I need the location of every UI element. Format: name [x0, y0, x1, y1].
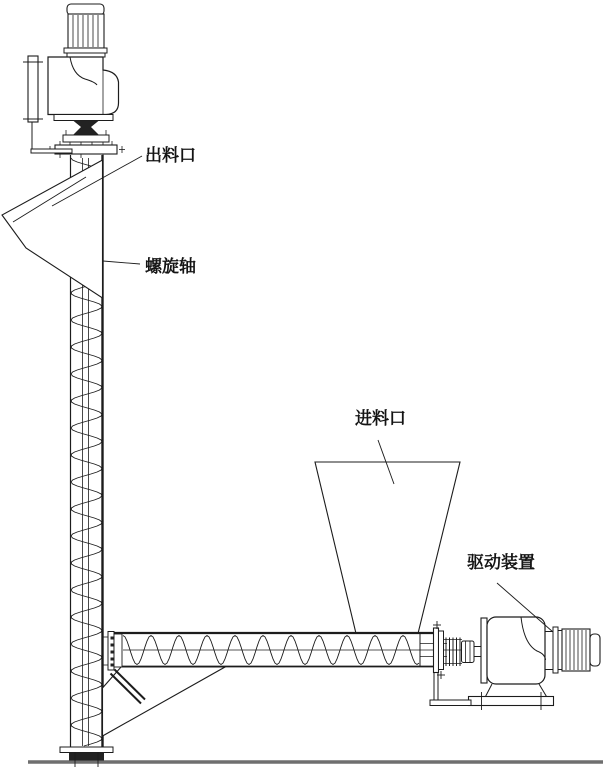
- coupling-discs: [446, 638, 460, 667]
- flange-plate: [439, 631, 444, 670]
- support-leg: [430, 673, 471, 706]
- shaft-stub: [474, 647, 481, 657]
- label-drive-device: 驱动装置: [467, 553, 535, 572]
- drive-motor: [553, 627, 600, 673]
- coupling-half: [73, 127, 99, 135]
- pedestal-flare: [486, 684, 493, 697]
- bracket-arm: [31, 149, 72, 153]
- output-coupling: [63, 121, 109, 143]
- end-plate-bolt: [111, 644, 115, 647]
- flange-plate: [434, 628, 439, 673]
- gearbox-face-plate: [481, 618, 487, 683]
- gearbox-base-step: [54, 115, 113, 121]
- leg-foot: [430, 700, 471, 706]
- discharge-chute: [2, 160, 103, 298]
- shaft-coupling: [444, 638, 481, 667]
- motor-flange: [558, 631, 562, 670]
- bracket-plate: [28, 56, 38, 122]
- end-plate-bolt: [111, 651, 115, 654]
- transfer-chute-body: [103, 667, 226, 736]
- motor-flange: [64, 48, 107, 53]
- coupling-hub: [462, 641, 475, 663]
- motor-cap: [590, 634, 600, 666]
- bearing-block: [69, 753, 104, 761]
- coupling-half: [73, 121, 99, 128]
- left-end-plate: [102, 632, 122, 671]
- end-plate-bolt: [111, 664, 115, 667]
- motor-flange: [553, 627, 558, 673]
- label-discharge-outlet: 出料口: [145, 146, 196, 165]
- leader-spiral-shaft: [103, 261, 140, 264]
- label-feed-inlet: 进料口: [355, 409, 406, 428]
- end-plate-bolt: [111, 658, 115, 661]
- annotations: [52, 145, 553, 632]
- end-plate: [114, 634, 122, 667]
- right-end-flange: [433, 621, 445, 679]
- pedestal-flare: [539, 684, 547, 697]
- end-plate-bolt: [111, 637, 115, 640]
- base-bearing: [60, 747, 113, 767]
- feed-hopper: [315, 462, 460, 634]
- base-flange: [60, 747, 113, 753]
- discharge-chute-body: [2, 160, 103, 298]
- gearbox-housing: [48, 57, 119, 115]
- coupling-flange: [63, 135, 109, 142]
- motor-cap: [67, 4, 104, 15]
- transfer-chute: [103, 667, 226, 736]
- label-spiral-shaft: 螺旋轴: [145, 257, 196, 276]
- vertical-conveyor: [2, 141, 125, 767]
- top-drive-unit: [23, 4, 119, 153]
